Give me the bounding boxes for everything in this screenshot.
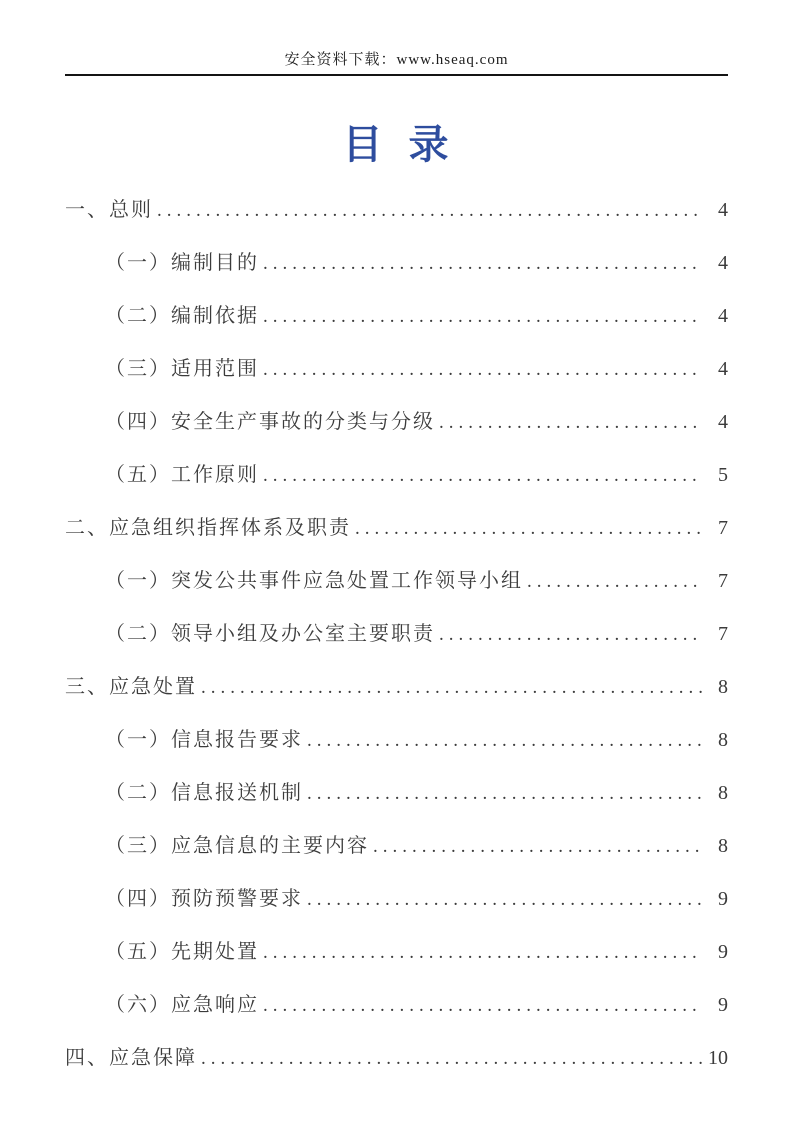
toc-entry-label: （二）编制依据 — [105, 304, 259, 327]
toc-dot-leader — [197, 674, 702, 701]
toc-dot-leader — [153, 197, 702, 224]
toc-dot-leader — [303, 780, 702, 807]
toc-entry-label: 三、应急处置 — [65, 675, 197, 698]
toc-entry-page: 4 — [718, 251, 728, 274]
toc-dot-leader — [303, 886, 702, 913]
toc-entry — [65, 780, 728, 807]
toc-dot-leader — [351, 515, 702, 542]
toc-entry-page: 7 — [718, 622, 728, 645]
toc-entry-page: 7 — [718, 569, 728, 592]
toc-entry — [65, 833, 728, 860]
toc-entry-page: 8 — [718, 834, 728, 857]
toc-entry-page: 9 — [718, 993, 728, 1016]
toc-entry-page: 8 — [718, 728, 728, 751]
toc-entry-page: 8 — [718, 781, 728, 804]
toc-entry — [65, 992, 728, 1019]
toc-entry-label: （一）突发公共事件应急处置工作领导小组 — [105, 569, 523, 592]
toc-dot-leader — [303, 727, 702, 754]
toc-entry-label: 四、应急保障 — [65, 1046, 197, 1069]
toc-entry — [65, 886, 728, 913]
toc-entry — [65, 197, 728, 224]
toc-entry-label: （二）信息报送机制 — [105, 781, 303, 804]
toc-dot-leader — [435, 621, 702, 648]
toc-dot-leader — [435, 409, 702, 436]
toc-list — [65, 197, 728, 1072]
toc-entry-page: 5 — [718, 463, 728, 486]
toc-entry-label: （五）先期处置 — [105, 940, 259, 963]
toc-entry-label: （五）工作原则 — [105, 463, 259, 486]
toc-entry — [65, 356, 728, 383]
toc-entry-label: 一、总则 — [65, 198, 153, 221]
toc-entry — [65, 939, 728, 966]
toc-entry-label: （二）领导小组及办公室主要职责 — [105, 622, 435, 645]
toc-dot-leader — [369, 833, 702, 860]
toc-entry — [65, 727, 728, 754]
toc-entry — [65, 462, 728, 489]
toc-entry — [65, 568, 728, 595]
toc-dot-leader — [259, 462, 702, 489]
toc-entry — [65, 409, 728, 436]
toc-entry-label: （六）应急响应 — [105, 993, 259, 1016]
toc-entry-label: （一）信息报告要求 — [105, 728, 303, 751]
toc-entry — [65, 303, 728, 330]
toc-dot-leader — [259, 356, 702, 383]
toc-entry — [65, 1045, 728, 1072]
toc-entry-label: 二、应急组织指挥体系及职责 — [65, 516, 351, 539]
toc-entry-page: 4 — [718, 198, 728, 221]
toc-entry-page: 9 — [718, 887, 728, 910]
toc-entry-label: （一）编制目的 — [105, 251, 259, 274]
toc-dot-leader — [197, 1045, 702, 1072]
toc-entry — [65, 674, 728, 701]
toc-entry — [65, 515, 728, 542]
toc-entry-label: （四）安全生产事故的分类与分级 — [105, 410, 435, 433]
page-header — [65, 0, 728, 76]
toc-entry-label: （四）预防预警要求 — [105, 887, 303, 910]
toc-entry-label: （三）适用范围 — [105, 357, 259, 380]
toc-entry-page: 9 — [718, 940, 728, 963]
toc-entry-label: （三）应急信息的主要内容 — [105, 834, 369, 857]
page-title: 目 录 — [342, 122, 451, 167]
toc-entry-page: 7 — [718, 516, 728, 539]
toc-entry-page: 10 — [708, 1046, 728, 1069]
toc-entry-page: 4 — [718, 357, 728, 380]
toc-dot-leader — [259, 250, 702, 277]
toc-entry — [65, 250, 728, 277]
toc-entry-page: 4 — [718, 304, 728, 327]
toc-dot-leader — [259, 992, 702, 1019]
header-site-label: 安全资料下载：www.hseaq.com — [284, 52, 509, 68]
toc-entry-page: 4 — [718, 410, 728, 433]
toc-entry-page: 8 — [718, 675, 728, 698]
toc-dot-leader — [523, 568, 702, 595]
toc-dot-leader — [259, 939, 702, 966]
toc-entry — [65, 621, 728, 648]
toc-dot-leader — [259, 303, 702, 330]
